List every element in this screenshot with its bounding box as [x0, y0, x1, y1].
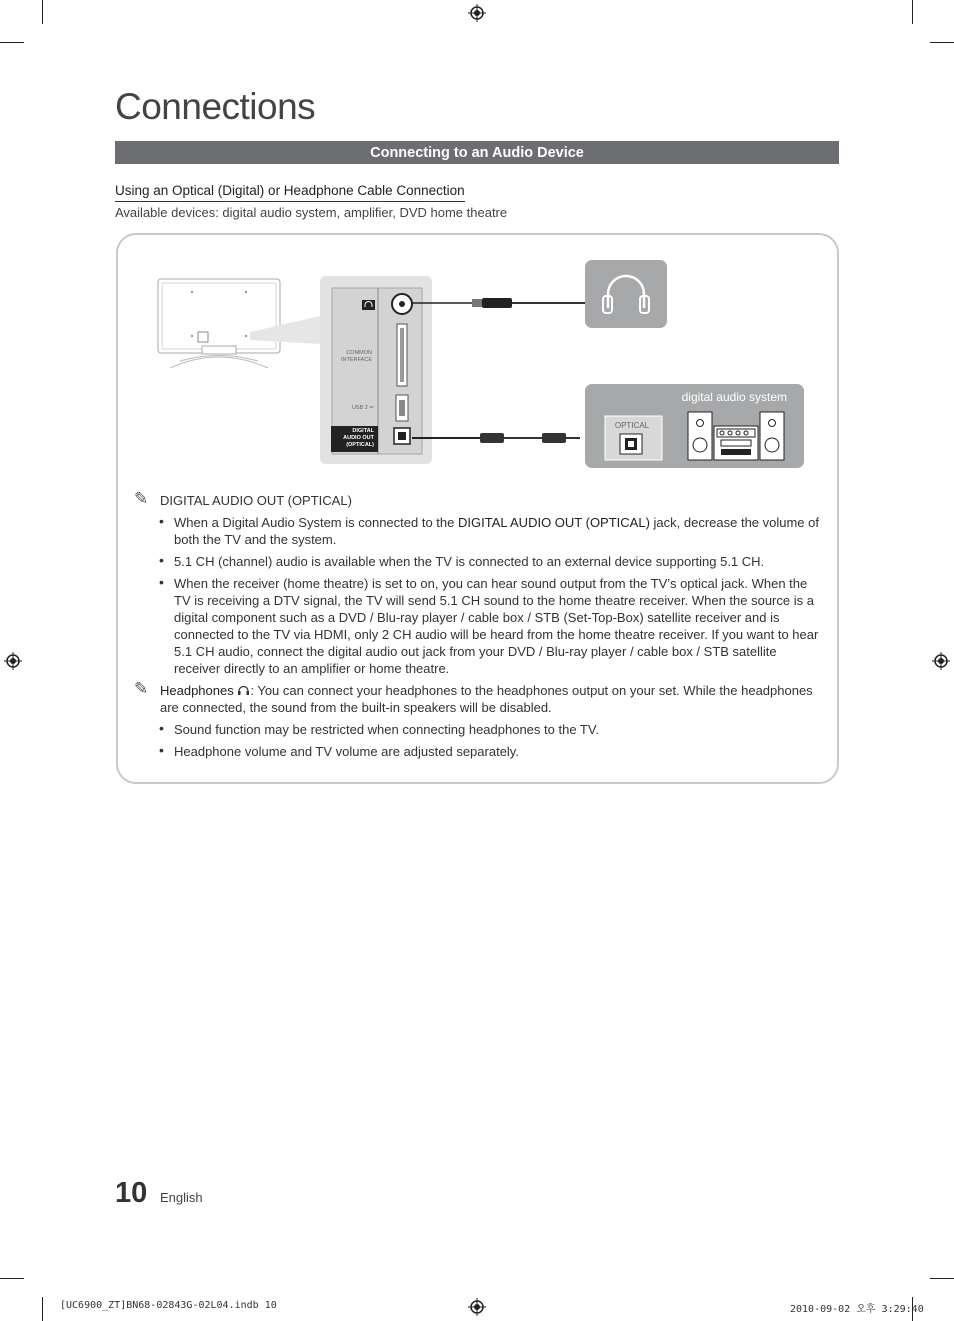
note-title: Headphones — [160, 683, 234, 698]
headphones-icon — [585, 260, 667, 328]
print-slug-date: 2010-09-02 오후 3:29:40 — [790, 1304, 924, 1315]
crop-mark — [930, 42, 954, 43]
crop-mark — [930, 1278, 954, 1279]
optical-label: OPTICAL — [614, 421, 650, 430]
note-pencil-icon: ✎ — [134, 679, 149, 698]
headphone-cable — [412, 298, 586, 308]
crop-mark — [42, 1297, 43, 1321]
note-pencil-icon: ✎ — [134, 489, 149, 508]
digital-audio-system-label: digital audio system — [681, 390, 787, 404]
section-banner: Connecting to an Audio Device — [115, 141, 839, 164]
digital-audio-out-label: AUDIO OUT — [343, 435, 374, 441]
notes-section — [134, 489, 824, 765]
emphasis-text: DIGITAL AUDIO OUT (OPTICAL) — [458, 515, 650, 530]
crop-mark — [0, 42, 24, 43]
crop-mark — [42, 0, 43, 24]
bullet-icon: • — [159, 574, 164, 590]
bullet-icon: • — [159, 513, 164, 529]
registration-mark-icon — [468, 1298, 486, 1316]
common-interface-label: COMMON — [346, 350, 372, 356]
crop-mark — [0, 1278, 24, 1279]
digital-audio-out-label: (OPTICAL) — [346, 442, 374, 448]
tv-rear-icon — [158, 279, 320, 368]
usb-label: USB 2 ⇐ — [351, 405, 374, 411]
page-number: 10 — [115, 1177, 148, 1209]
list-item: • When a Digital Audio System is connected to the DIGITAL AUDIO OUT (OPTICAL) jack, decrease the volume of both the TV and the system. — [159, 513, 819, 547]
note-title: DIGITAL AUDIO OUT (OPTICAL) — [160, 493, 352, 508]
registration-mark-icon — [932, 652, 950, 670]
connection-diagram — [150, 258, 810, 473]
bullet-icon: • — [159, 742, 164, 758]
bullet-icon: • — [159, 552, 164, 568]
digital-audio-out-label: DIGITAL — [352, 428, 374, 434]
connector-panel — [320, 276, 432, 464]
note-headphones: ✎ Headphones : You can connect your headphones to the headphones output on your set. While the headphones are connected, the sound from the built-in speakers will be disabled. — [134, 679, 813, 715]
list-item: • When the receiver (home theatre) is set to on, you can hear sound output from the TV’s optical jack. When the TV is receiving a DTV signal, the TV will send 5.1 CH sound to the home theatre receiver. When the source is a digital component such as a DVD / Blu-ray player / cable box / STB (Set-Top-Box) satellite receiver and is connected to the TV via HDMI, only 2 CH audio will be heard from the home theatre receiver. If you want to hear 5.1 CH audio, connect the digital audio out jack from your DVD / Blu-ray player / cable box / STB satellite receiver directly to an amplifier or home theatre. — [159, 574, 819, 676]
print-slug-file: [UC6900_ZT]BN68-02843G-02L04.indb 10 — [60, 1300, 277, 1311]
list-item: • 5.1 CH (channel) audio is available when the TV is connected to an external device supporting 5.1 CH. — [159, 552, 765, 569]
subheading: Using an Optical (Digital) or Headphone Cable Connection — [115, 183, 465, 202]
crop-mark — [912, 0, 913, 24]
common-interface-label: INTERFACE — [341, 357, 372, 363]
list-item: • Headphone volume and TV volume are adjusted separately. — [159, 742, 519, 759]
bullet-icon: • — [159, 720, 164, 736]
optical-cable — [412, 433, 580, 443]
page-title: Connections — [115, 86, 316, 127]
headphones-icon — [237, 685, 250, 696]
page-language: English — [160, 1190, 203, 1205]
registration-mark-icon — [468, 4, 486, 22]
available-devices-text: Available devices: digital audio system, amplifier, DVD home theatre — [115, 205, 508, 220]
list-item: • Sound function may be restricted when connecting headphones to the TV. — [159, 720, 599, 737]
note-digital-audio-out — [134, 489, 824, 509]
registration-mark-icon — [4, 652, 22, 670]
